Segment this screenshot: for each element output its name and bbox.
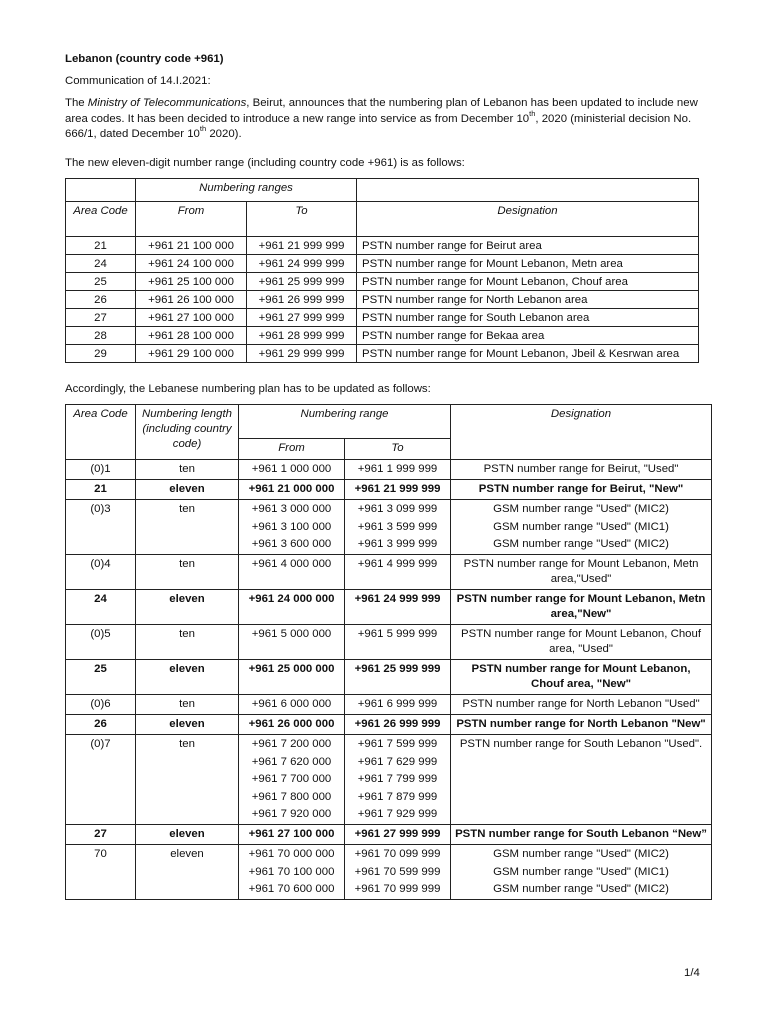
table1-designation-cell: PSTN number range for North Lebanon area <box>357 291 699 309</box>
table2-to-cell-line: +961 7 799 999 <box>357 773 438 785</box>
table2-designation-cell-line: PSTN number range for Beirut, "Used" <box>483 463 679 475</box>
table2-designation-cell-line: GSM number range "Used" (MIC2) <box>493 848 669 860</box>
page-number: 1/4 <box>684 967 700 979</box>
intro-text-1: The <box>65 97 88 109</box>
table2-length-cell: ten <box>136 500 239 555</box>
table2-row <box>66 735 712 825</box>
table2-length-header: Numbering length (including country code) <box>136 405 239 460</box>
table2-from-cell-line: +961 7 700 000 <box>251 773 332 785</box>
table2-to-cell-line: +961 7 929 999 <box>357 808 438 820</box>
table2-from-cell <box>239 735 345 825</box>
table2-to-cell <box>345 480 451 500</box>
table2-from-cell-line: +961 3 000 000 <box>251 503 332 515</box>
table2-to-cell-line: +961 21 999 999 <box>354 483 441 495</box>
table2-row <box>66 845 712 900</box>
table2-length-cell: eleven <box>136 660 239 695</box>
table1-from-cell: +961 21 100 000 <box>136 237 247 255</box>
table2-row <box>66 825 712 845</box>
table2-row <box>66 590 712 625</box>
table2-from-cell <box>239 480 345 500</box>
table2-to-cell-line: +961 27 999 999 <box>354 828 441 840</box>
table2-area-cell: 25 <box>66 660 136 695</box>
table2-length-cell: ten <box>136 555 239 590</box>
table2-to-header: To <box>345 439 451 460</box>
table2-from-cell <box>239 695 345 715</box>
table2-designation-cell-line: PSTN number range for Mount Lebanon, Metn area,"New" <box>456 593 706 620</box>
table2-area-cell: (0)7 <box>66 735 136 825</box>
table2-designation-cell <box>451 460 712 480</box>
numbering-plan-table <box>65 404 712 900</box>
table2-to-cell <box>345 695 451 715</box>
table1-row <box>66 309 699 327</box>
table1-row <box>66 345 699 363</box>
table2-from-cell-line: +961 1 000 000 <box>251 463 332 475</box>
table1-area-cell: 25 <box>66 273 136 291</box>
table2-designation-cell-line: PSTN number range for South Lebanon “New” <box>455 828 707 840</box>
table1-designation-cell: PSTN number range for South Lebanon area <box>357 309 699 327</box>
table1-designation-cell: PSTN number range for Mount Lebanon, Chouf area <box>357 273 699 291</box>
table1-row <box>66 255 699 273</box>
table1-area-cell: 28 <box>66 327 136 345</box>
table2-from-cell <box>239 845 345 900</box>
table1-from-cell: +961 24 100 000 <box>136 255 247 273</box>
table2-area-code-header: Area Code <box>66 405 136 460</box>
table1-from-cell: +961 26 100 000 <box>136 291 247 309</box>
table1-area-code-header: Area Code <box>66 202 136 237</box>
table2-designation-cell-line: PSTN number range for North Lebanon "Used" <box>462 698 700 710</box>
table1-from-header: From <box>136 202 247 237</box>
table2-to-cell-line: +961 1 999 999 <box>357 463 438 475</box>
table2-designation-cell <box>451 555 712 590</box>
table2-from-cell-line: +961 21 000 000 <box>248 483 335 495</box>
table2-designation-cell-line: PSTN number range for Mount Lebanon, Metn area,"Used" <box>463 558 699 585</box>
table2-from-cell-line: +961 70 100 000 <box>248 865 335 878</box>
table2-to-cell-line: +961 25 999 999 <box>354 663 441 675</box>
table1-to-header: To <box>247 202 357 237</box>
table2-designation-header: Designation <box>451 405 712 460</box>
ministry-name: Ministry of Telecommunications <box>87 97 247 109</box>
table2-to-cell <box>345 735 451 825</box>
table2-designation-cell-line: GSM number range "Used" (MIC2) <box>493 883 669 895</box>
table2-area-cell: 27 <box>66 825 136 845</box>
table2-row <box>66 715 712 735</box>
table2-to-cell-line: +961 4 999 999 <box>357 558 438 570</box>
table2-designation-cell <box>451 825 712 845</box>
table2-from-cell-line: +961 7 800 000 <box>251 790 332 803</box>
table1-to-cell: +961 21 999 999 <box>247 237 357 255</box>
table2-row <box>66 625 712 660</box>
update-paragraph: Accordingly, the Lebanese numbering plan has to be updated as follows: <box>65 383 431 395</box>
table2-designation-cell-line: PSTN number range for Mount Lebanon, Chouf area, "Used" <box>461 628 701 655</box>
table2-area-cell: 70 <box>66 845 136 900</box>
table1-designation-cell: PSTN number range for Beirut area <box>357 237 699 255</box>
table2-designation-cell <box>451 715 712 735</box>
table1-numbering-ranges-header: Numbering ranges <box>136 179 357 202</box>
table2-designation-cell-line: GSM number range "Used" (MIC2) <box>493 538 669 550</box>
table2-length-cell: ten <box>136 460 239 480</box>
table1-blank-header-2 <box>357 179 699 202</box>
table2-to-cell <box>345 825 451 845</box>
table2-area-cell: 24 <box>66 590 136 625</box>
table1-row <box>66 237 699 255</box>
table2-to-cell-line: +961 26 999 999 <box>354 718 441 730</box>
table2-designation-cell-line: GSM number range "Used" (MIC2) <box>493 503 669 515</box>
table2-to-cell-line: +961 70 599 999 <box>354 865 441 878</box>
table2-to-cell <box>345 500 451 555</box>
table1-area-cell: 24 <box>66 255 136 273</box>
table2-designation-cell <box>451 480 712 500</box>
table2-to-cell-line: +961 24 999 999 <box>354 593 441 605</box>
table1-area-cell: 29 <box>66 345 136 363</box>
table2-to-cell-line: +961 6 999 999 <box>357 698 438 710</box>
table1-designation-header: Designation <box>357 202 699 237</box>
table2-length-cell: eleven <box>136 845 239 900</box>
table1-to-cell: +961 25 999 999 <box>247 273 357 291</box>
table1-from-cell: +961 27 100 000 <box>136 309 247 327</box>
table2-range-header: Numbering range <box>239 405 451 439</box>
table2-from-cell-line: +961 3 100 000 <box>251 520 332 533</box>
table2-designation-cell-line: PSTN number range for Beirut, "New" <box>478 483 684 495</box>
table2-area-cell: (0)6 <box>66 695 136 715</box>
table2-from-cell <box>239 660 345 695</box>
table2-from-cell-line: +961 6 000 000 <box>251 698 332 710</box>
table2-to-cell <box>345 715 451 735</box>
table2-from-cell-line: +961 7 920 000 <box>251 808 332 820</box>
table2-to-cell <box>345 590 451 625</box>
table2-row <box>66 500 712 555</box>
table1-designation-cell: PSTN number range for Mount Lebanon, Metn area <box>357 255 699 273</box>
table1-row <box>66 291 699 309</box>
table2-designation-cell <box>451 660 712 695</box>
table2-area-cell: (0)3 <box>66 500 136 555</box>
table1-to-cell: +961 24 999 999 <box>247 255 357 273</box>
table2-designation-cell-line: GSM number range "Used" (MIC1) <box>493 865 669 878</box>
table2-length-cell: ten <box>136 735 239 825</box>
table2-from-cell <box>239 715 345 735</box>
table2-row <box>66 555 712 590</box>
table1-from-cell: +961 25 100 000 <box>136 273 247 291</box>
table2-to-cell <box>345 460 451 480</box>
table2-designation-cell-line: GSM number range "Used" (MIC1) <box>493 520 669 533</box>
intro-text-4: 2020). <box>206 128 242 140</box>
table2-from-cell <box>239 555 345 590</box>
table2-from-cell-line: +961 7 620 000 <box>251 755 332 768</box>
table2-from-cell-line: +961 24 000 000 <box>248 593 335 605</box>
table2-designation-cell <box>451 625 712 660</box>
table2-length-cell: eleven <box>136 480 239 500</box>
table2-from-cell-line: +961 70 600 000 <box>248 883 335 895</box>
intro-paragraph <box>65 96 709 143</box>
table2-from-cell <box>239 625 345 660</box>
table2-to-cell <box>345 845 451 900</box>
table2-length-cell: eleven <box>136 715 239 735</box>
table2-from-cell <box>239 500 345 555</box>
table1-area-cell: 27 <box>66 309 136 327</box>
table2-row <box>66 460 712 480</box>
table2-from-header: From <box>239 439 345 460</box>
table1-to-cell: +961 28 999 999 <box>247 327 357 345</box>
table2-to-cell <box>345 625 451 660</box>
intro-sup-2: th <box>199 124 207 134</box>
table2-designation-cell <box>451 695 712 715</box>
table2-from-cell-line: +961 25 000 000 <box>248 663 335 675</box>
document-title: Lebanon (country code +961) <box>65 53 224 65</box>
table2-to-cell-line: +961 70 099 999 <box>354 848 441 860</box>
table2-row <box>66 480 712 500</box>
table2-to-cell <box>345 660 451 695</box>
table2-area-cell: (0)4 <box>66 555 136 590</box>
table2-designation-cell-line: PSTN number range for South Lebanon "Used". <box>459 738 703 750</box>
table1-from-cell: +961 28 100 000 <box>136 327 247 345</box>
table2-from-cell-line: +961 5 000 000 <box>251 628 332 640</box>
table2-to-cell-line: +961 3 099 999 <box>357 503 438 515</box>
table2-area-cell: (0)5 <box>66 625 136 660</box>
new-range-paragraph: The new eleven-digit number range (including country code +961) is as follows: <box>65 157 465 169</box>
table2-from-cell <box>239 460 345 480</box>
table2-designation-cell-line: PSTN number range for North Lebanon "New" <box>456 718 706 730</box>
table2-length-cell: eleven <box>136 590 239 625</box>
table2-designation-cell <box>451 590 712 625</box>
table2-to-cell-line: +961 7 629 999 <box>357 755 438 768</box>
table1-blank-header <box>66 179 136 202</box>
table2-designation-cell <box>451 735 712 825</box>
table2-from-cell-line: +961 27 100 000 <box>248 828 335 840</box>
table1-area-cell: 26 <box>66 291 136 309</box>
table1-to-cell: +961 29 999 999 <box>247 345 357 363</box>
table2-to-cell-line: +961 70 999 999 <box>354 883 441 895</box>
table1-designation-cell: PSTN number range for Mount Lebanon, Jbeil & Kesrwan area <box>357 345 699 363</box>
table2-from-cell <box>239 590 345 625</box>
table2-designation-cell <box>451 845 712 900</box>
communication-date: Communication of 14.I.2021: <box>65 75 211 87</box>
table1-from-cell: +961 29 100 000 <box>136 345 247 363</box>
table2-to-cell-line: +961 5 999 999 <box>357 628 438 640</box>
table1-to-cell: +961 26 999 999 <box>247 291 357 309</box>
table2-length-cell: ten <box>136 695 239 715</box>
table2-from-cell-line: +961 4 000 000 <box>251 558 332 570</box>
table2-designation-cell <box>451 500 712 555</box>
table2-area-cell: (0)1 <box>66 460 136 480</box>
table2-to-cell <box>345 555 451 590</box>
table2-to-cell-line: +961 3 599 999 <box>357 520 438 533</box>
table2-row <box>66 660 712 695</box>
table2-to-cell-line: +961 3 999 999 <box>357 538 438 550</box>
table2-row <box>66 695 712 715</box>
table2-from-cell-line: +961 26 000 000 <box>248 718 335 730</box>
intro-text-3: , 2020 (ministerial decision No. 666/1, dated December 10 <box>65 112 692 140</box>
table1-row <box>66 327 699 345</box>
table2-length-cell: eleven <box>136 825 239 845</box>
table1-area-cell: 21 <box>66 237 136 255</box>
table2-from-cell <box>239 825 345 845</box>
intro-text-2: , Beirut, announces that the numbering plan of Lebanon has been updated to include new area codes. It has been decided to introduce a new range into service as from December 10 <box>65 97 698 125</box>
table2-designation-cell-line: PSTN number range for Mount Lebanon, Chouf area, "New" <box>471 663 691 690</box>
table1-row <box>66 273 699 291</box>
new-range-table <box>65 178 699 363</box>
table2-area-cell: 26 <box>66 715 136 735</box>
intro-sup-1: th <box>529 108 536 118</box>
table2-to-cell-line: +961 7 879 999 <box>357 790 438 803</box>
table2-from-cell-line: +961 3 600 000 <box>251 538 332 550</box>
table1-designation-cell: PSTN number range for Bekaa area <box>357 327 699 345</box>
table2-area-cell: 21 <box>66 480 136 500</box>
table1-to-cell: +961 27 999 999 <box>247 309 357 327</box>
table2-to-cell-line: +961 7 599 999 <box>357 738 438 750</box>
table2-from-cell-line: +961 70 000 000 <box>248 848 335 860</box>
table2-length-cell: ten <box>136 625 239 660</box>
table2-from-cell-line: +961 7 200 000 <box>251 738 332 750</box>
